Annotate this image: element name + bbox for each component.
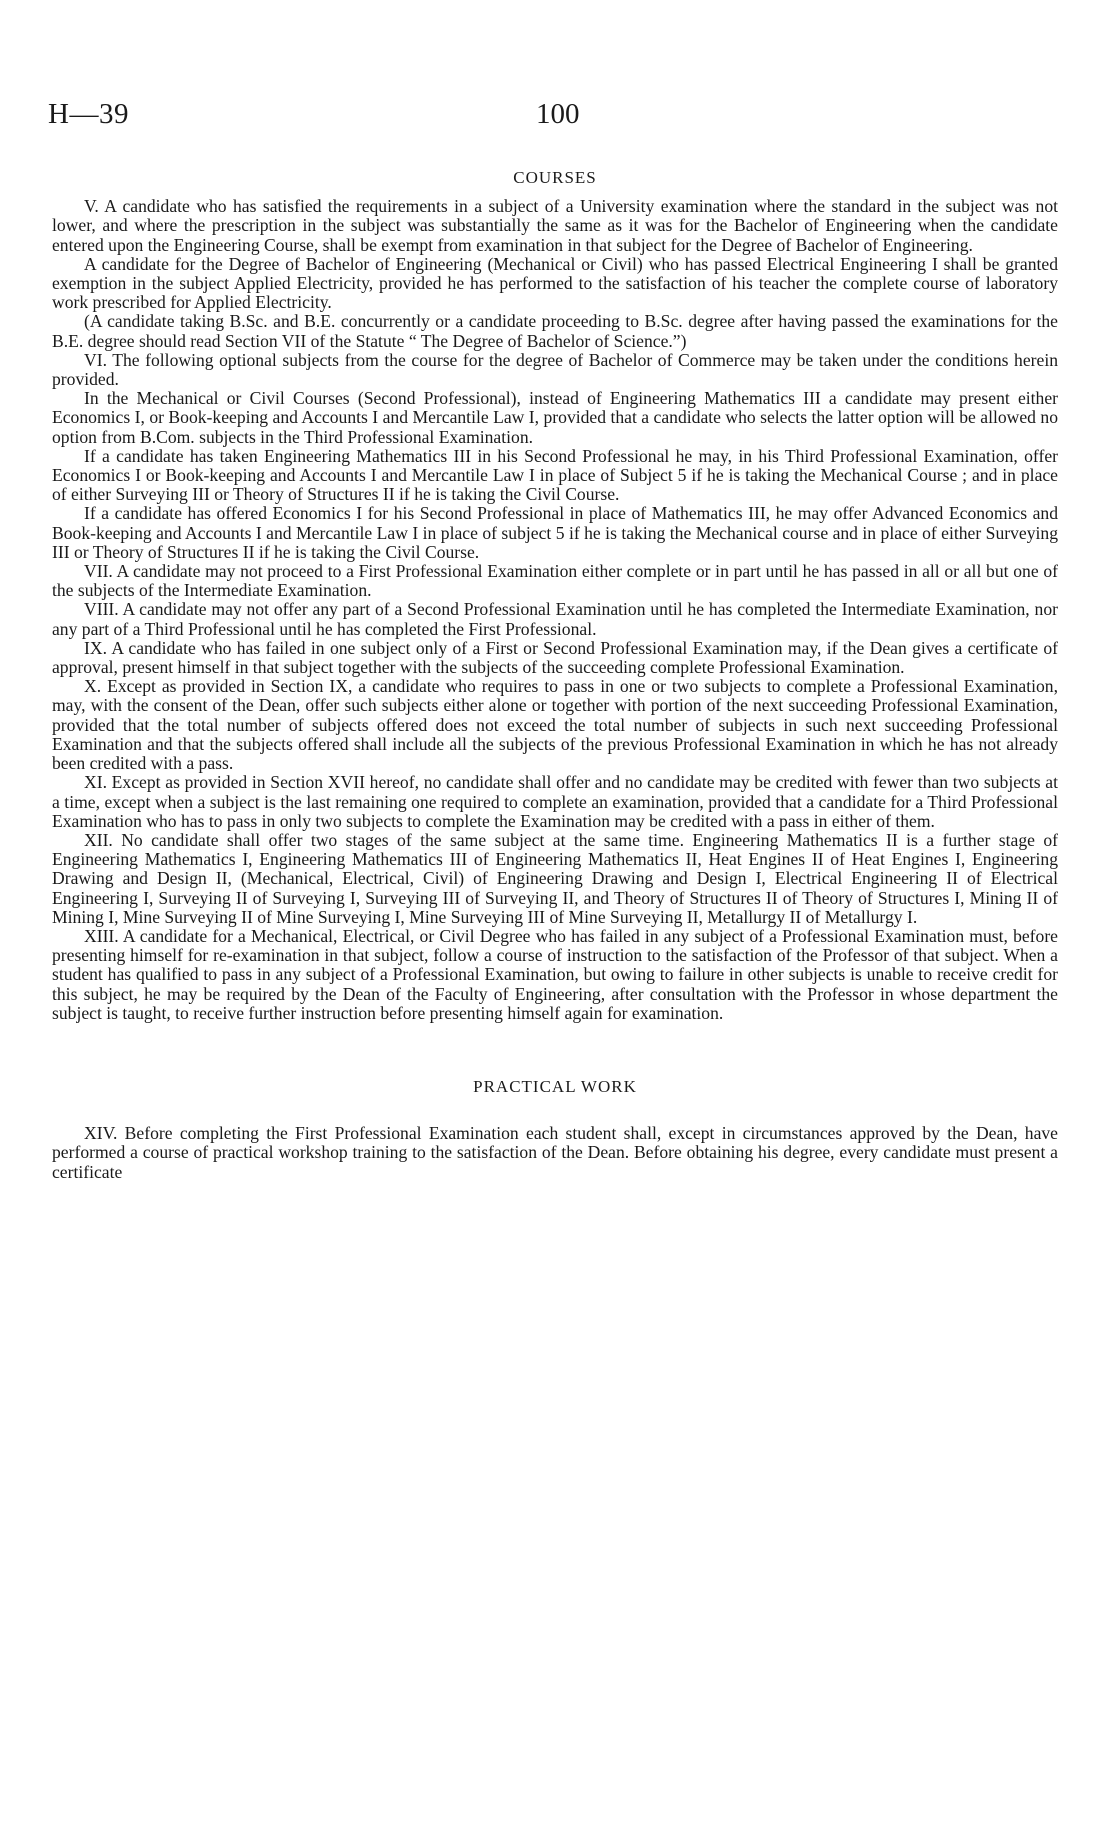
section-courses <box>52 168 1058 1023</box>
paragraph-v-note: (A candidate taking B.Sc. and B.E. concurrently or a candidate proceeding to B.Sc. degree after having passed the examinations for the B.E. degree should read Section VII of the Statute “ The Degree of Bachelor of Science.”) <box>52 311 1058 351</box>
paragraph-xiii: XIII. A candidate for a Mechanical, Electrical, or Civil Degree who has failed in any subject of a Professional Examination must, before presenting himself for re-examination in that subject, follow a course of instruction to the satisfaction of the Professor of that subject. When a student has qualified to pass in any subject of a Professional Examination, but owing to failure in other subjects is unable to receive credit for this subject, he may be required by the Dean of the Faculty of Engineering, after consultation with the Professor in whose department the subject is taught, to receive further instruction before presenting himself again for examination. <box>52 925 1058 1023</box>
paragraph-vi: VI. The following optional subjects from the course for the degree of Bachelor of Commerce may be taken under the conditions herein provided. <box>52 349 1058 390</box>
paragraph-xiv: XIV. Before completing the First Professional Examination each student shall, except in circumstances approved by the Dean, have performed a course of practical workshop training to the satisfaction of the Dean. Before obtaining his degree, every candidate must present a certificate <box>52 1123 1058 1182</box>
page-header <box>48 98 1058 138</box>
section-heading-practical-work: PRACTICAL WORK <box>473 1076 637 1096</box>
section-practical-work <box>52 1077 1058 1182</box>
document-code: H—39 <box>48 98 129 130</box>
paragraph-v: V. A candidate who has satisfied the requirements in a subject of a University examination where the standard in the subject was not lower, and where the prescription in the subject was substantially the same as it was for the Bachelor of Engineering when the candidate entered upon the Engineering Course, shall be exempt from examination in that subject for the Degree of Bachelor of Engineering. <box>52 196 1058 255</box>
paragraph-v-exemption: A candidate for the Degree of Bachelor of Engineering (Mechanical or Civil) who has passed Electrical Engineering I shall be granted exemption in the subject Applied Electricity, provided he has performed to the satisfaction of his teacher the complete course of laboratory work prescribed for Applied Electricity. <box>52 253 1058 313</box>
paragraph-vi-third-professional: If a candidate has taken Engineering Mathematics III in his Second Professional he may, in his Third Professional Examination, offer Economics I or Book-keeping and Accounts I and Mercantile Law I in place of Subject 5 if he is taking the Mechanical Course ; and in place of either Surveying III or Theory of Structures II if he is taking the Civil Course. <box>52 445 1058 505</box>
page-body <box>52 168 1058 1182</box>
paragraph-viii: VIII. A candidate may not offer any part of a Second Professional Examination until he has completed the Intermediate Examination, nor any part of a Third Professional until he has completed the First Professional. <box>52 599 1058 639</box>
paragraph-xi: XI. Except as provided in Section XVII hereof, no candidate shall offer and no candidate may be credited with fewer than two subjects at a time, except when a subject is the last remaining one required to complete an examination, provided that a candidate for a Third Professional Examination who has to pass in only two subjects to complete the Examination may be credited with a pass in either of them. <box>52 772 1058 831</box>
paragraph-vii: VII. A candidate may not proceed to a First Professional Examination either complete or in part until he has passed in all or all but one of the subjects of the Intermediate Examination. <box>52 561 1058 601</box>
paragraph-x: X. Except as provided in Section IX, a candidate who requires to pass in one or two subjects to complete a Professional Examination, may, with the consent of the Dean, offer such subjects either alone or together with portion of the next succeeding Professional Examination, provided that the total number of subjects offered does not exceed the total number of subjects in such next succeeding Professional Examination and that the subjects offered shall include all the subjects of the previous Professional Examination in which he has not already been credited with a pass. <box>52 676 1058 774</box>
paragraph-xii: XII. No candidate shall offer two stages of the same subject at the same time. Engineering Mathematics II is a further stage of Engineering Mathematics I, Engineering Mathematics III of Engineering Mathematics II, Heat Engines II of Heat Engines I, Engineering Drawing and Design II, (Mechanical, Electrical, Civil) of Engineering Drawing and Design I, Electrical Engineering II of Electrical Engineering I, Surveying II of Surveying I, Surveying III of Surveying II, and Theory of Structures II of Theory of Structures I, Mining II of Mining I, Mine Surveying II of Mine Surveying I, Mine Surveying III of Mine Surveying II, Metallurgy II of Metallurgy I. <box>52 829 1058 927</box>
section-heading-courses: COURSES <box>513 168 597 187</box>
paragraph-ix: IX. A candidate who has failed in one subject only of a First or Second Professional Examination may, if the Dean gives a certificate of approval, present himself in that subject together with the subjects of the succeeding complete Professional Examination. <box>52 637 1058 678</box>
page-number: 100 <box>536 98 580 130</box>
paragraph-vi-economics: If a candidate has offered Economics I for his Second Professional in place of Mathematics III, he may offer Advanced Economics and Book-keeping and Accounts I and Mercantile Law I in place of subject 5 if he is taking the Mechanical course and in place of either Surveying III or Theory of Structures II if he is taking the Civil Course. <box>52 503 1058 562</box>
paragraph-vi-second-professional: In the Mechanical or Civil Courses (Second Professional), instead of Engineering Mathematics III a candidate may present either Economics I, or Book-keeping and Accounts I and Mercantile Law I, provided that a candidate who selects the latter option will be allowed no option from B.Com. subjects in the Third Professional Examination. <box>52 388 1058 447</box>
